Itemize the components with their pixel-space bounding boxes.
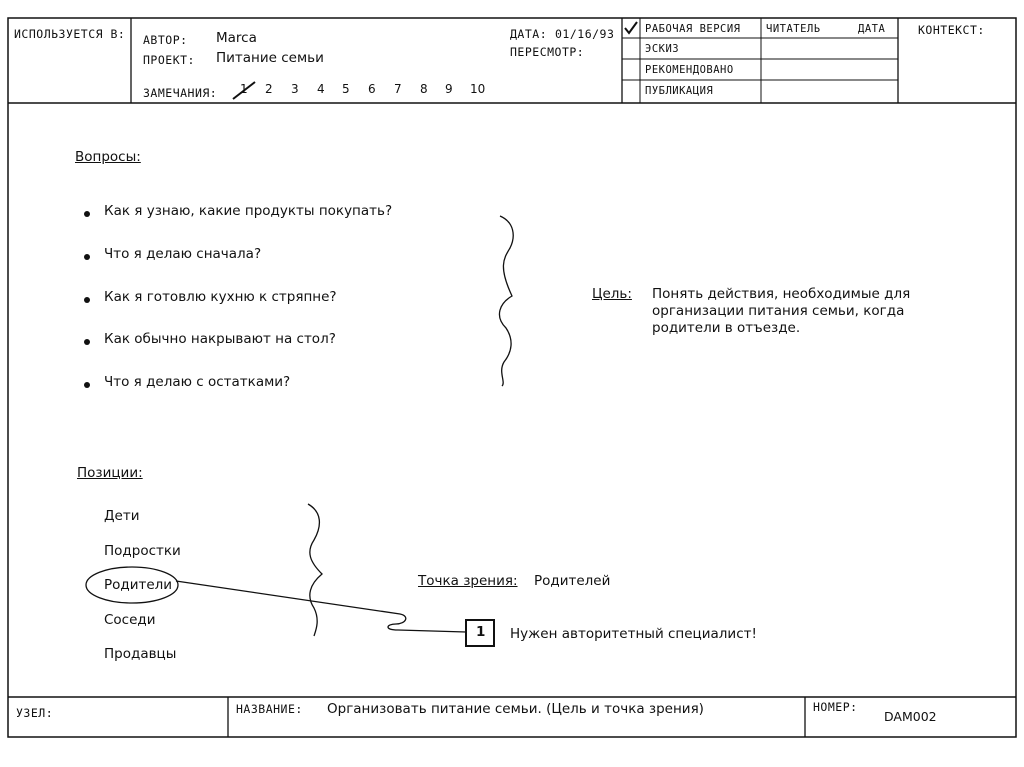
reader-label: ЧИТАТЕЛЬ: [766, 23, 821, 35]
author-value: Marca: [216, 30, 257, 46]
question-item: Что я делаю с остатками?: [104, 374, 291, 390]
context-label: КОНТЕКСТ:: [918, 23, 985, 37]
goal-line: Понять действия, необходимые для: [652, 286, 911, 302]
status-publication: ПУБЛИКАЦИЯ: [645, 85, 714, 97]
remark-number: 8: [420, 82, 428, 96]
bullet: [84, 297, 90, 303]
bullet: [84, 339, 90, 345]
bullet: [84, 211, 90, 217]
remark-number: 10: [470, 82, 486, 96]
number-value: DAM002: [884, 709, 937, 724]
title-value: Организовать питание семьи. (Цель и точка зрения): [327, 701, 704, 717]
status-working-version: РАБОЧАЯ ВЕРСИЯ: [645, 23, 741, 35]
remark-number: 4: [317, 82, 325, 96]
viewpoint-value: Родителей: [534, 573, 611, 589]
remark-number: 7: [394, 82, 402, 96]
questions-title: Вопросы:: [75, 149, 141, 165]
title-label: НАЗВАНИЕ:: [236, 702, 303, 716]
positions-brace: [308, 504, 322, 636]
position-item: Дети: [104, 508, 140, 524]
review-label: ПЕРЕСМОТР:: [510, 45, 585, 59]
remarks-label: ЗАМЕЧАНИЯ:: [143, 86, 218, 100]
project-label: ПРОЕКТ:: [143, 53, 195, 67]
question-item: Как обычно накрывают на стол?: [104, 331, 336, 347]
status-recommended: РЕКОМЕНДОВАНО: [645, 64, 734, 76]
bullet: [84, 254, 90, 260]
position-item-circled: Родители: [104, 577, 173, 593]
question-item: Как я готовлю кухню к стряпне?: [104, 289, 337, 305]
note-number: 1: [476, 624, 486, 640]
question-item: Как я узнаю, какие продукты покупать?: [104, 203, 393, 219]
remark-number: 1: [240, 82, 248, 96]
author-label: АВТОР:: [143, 33, 188, 47]
used-in-label: ИСПОЛЬЗУЕТСЯ В:: [14, 27, 126, 41]
number-label: НОМЕР:: [813, 700, 858, 714]
date-label: ДАТА:: [510, 27, 548, 41]
node-label: УЗЕЛ:: [16, 706, 54, 720]
position-item: Продавцы: [104, 646, 177, 662]
note-text: Нужен авторитетный специалист!: [510, 626, 757, 642]
questions-brace: [499, 216, 513, 386]
bullet: [84, 382, 90, 388]
question-item: Что я делаю сначала?: [104, 246, 262, 262]
remark-number: 9: [445, 82, 453, 96]
positions-title: Позиции:: [77, 465, 143, 481]
remark-number: 3: [291, 82, 299, 96]
remark-number: 2: [265, 82, 273, 96]
goal-line: родители в отъезде.: [652, 320, 801, 336]
viewpoint-label: Точка зрения:: [418, 573, 518, 589]
position-item: Соседи: [104, 612, 156, 628]
reader-date-label: ДАТА: [858, 23, 886, 35]
goal-line: организации питания семьи, когда: [652, 303, 905, 319]
date-value: 01/16/93: [555, 27, 615, 41]
position-item: Подростки: [104, 543, 181, 559]
status-sketch: ЭСКИЗ: [645, 43, 680, 55]
project-value: Питание семьи: [216, 50, 324, 66]
remark-number: 5: [342, 82, 350, 96]
remark-number: 6: [368, 82, 376, 96]
goal-label: Цель:: [592, 286, 632, 302]
